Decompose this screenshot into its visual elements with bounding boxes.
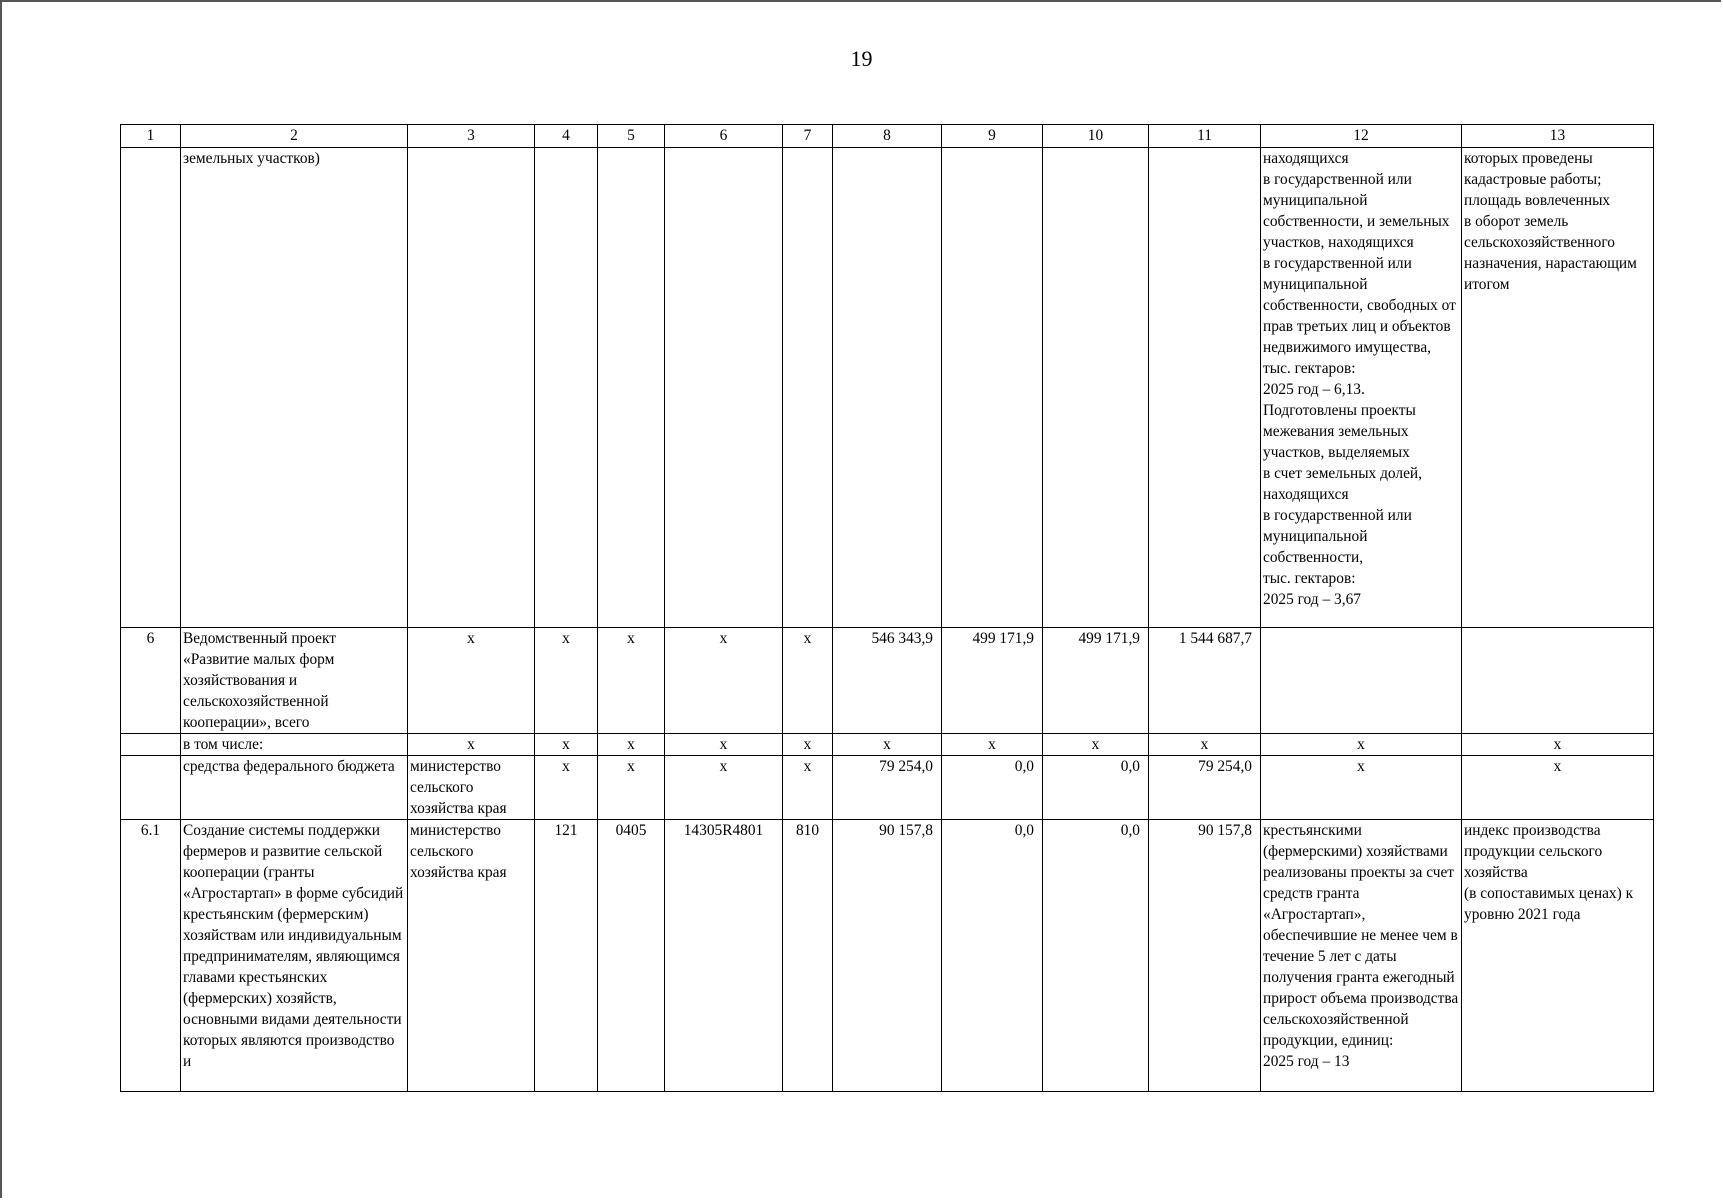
- amount-cell: 0,0: [1043, 820, 1149, 1092]
- cell: х: [408, 734, 535, 756]
- cell: х: [408, 628, 535, 734]
- header-row: [121, 125, 1654, 148]
- program-table: [120, 124, 1654, 1092]
- row-number: 6.1: [121, 820, 181, 1092]
- row-number: [121, 148, 181, 628]
- responsible-executor: министерство сельского хозяйства края: [408, 756, 535, 820]
- indicator: которых проведены кадастровые работы; площадь вовлеченных в оборот земель сельскохозяйственного назначения, нарастающим итогом: [1462, 148, 1654, 628]
- col-header: 3: [408, 125, 535, 148]
- col-header: 11: [1149, 125, 1261, 148]
- event-name: средства федерального бюджета: [181, 756, 408, 820]
- amount-cell: 0,0: [1043, 756, 1149, 820]
- cell: х: [783, 628, 833, 734]
- cell: х: [1149, 734, 1261, 756]
- amount-cell: 79 254,0: [1149, 756, 1261, 820]
- table-row: [121, 756, 1654, 820]
- amount-cell: 1 544 687,7: [1149, 628, 1261, 734]
- cell: 14305R4801: [665, 820, 783, 1092]
- cell: х: [598, 734, 665, 756]
- indicator: индекс производства продукции сельского хозяйства (в сопоставимых ценах) к уровню 2021 года: [1462, 820, 1654, 1092]
- cell: х: [1043, 734, 1149, 756]
- cell: х: [665, 628, 783, 734]
- page-number: 19: [850, 46, 873, 71]
- cell: х: [665, 734, 783, 756]
- expected-result: крестьянскими (фермерскими) хозяйствами реализованы проекты за счет средств гранта «Агростартап», обеспечившие не менее чем в течение 5 лет с даты получения гранта ежегодный прирост объема производства сельскохозяйственной продукции, единиц: 2025 год – 13: [1261, 820, 1462, 1092]
- amount-cell: 0,0: [942, 756, 1043, 820]
- cell: х: [598, 756, 665, 820]
- cell: х: [535, 734, 598, 756]
- cell: х: [1261, 734, 1462, 756]
- col-header: 8: [833, 125, 942, 148]
- event-name: Создание системы поддержки фермеров и развитие сельской кооперации (гранты «Агростартап» в форме субсидий крестьянским (фермерским) хозяйствам или индивидуальным предпринимателям, являющимся главами крестьянских (фермерских) хозяйств, основными видами деятельности которых являются производство и: [181, 820, 408, 1092]
- amount-cell: 0,0: [942, 820, 1043, 1092]
- expected-result: находящихся в государственной или муниципальной собственности, и земельных участков, находящихся в государственной или муниципальной собственности, свободных от прав третьих лиц и объектов недвижимого имущества, тыс. гектаров: 2025 год – 6,13. Подготовлены проекты межевания земельных участков, выделяемых в счет земельных долей, находящихся в государственной или муниципальной собственности, тыс. гектаров: 2025 год – 3,67: [1261, 148, 1462, 628]
- col-header: 5: [598, 125, 665, 148]
- event-name: Ведомственный проект «Развитие малых форм хозяйствования и сельскохозяйственной кооперации», всего: [181, 628, 408, 734]
- table-row: [121, 820, 1654, 1092]
- table-row: [121, 734, 1654, 756]
- responsible-executor: министерство сельского хозяйства края: [408, 820, 535, 1092]
- row-number: 6: [121, 628, 181, 734]
- cell: х: [1462, 756, 1654, 820]
- cell: х: [598, 628, 665, 734]
- cell: х: [535, 756, 598, 820]
- cell: 810: [783, 820, 833, 1092]
- cell: х: [783, 734, 833, 756]
- cell: х: [833, 734, 942, 756]
- cell: 0405: [598, 820, 665, 1092]
- cell: х: [1261, 756, 1462, 820]
- col-header: 9: [942, 125, 1043, 148]
- amount-cell: 90 157,8: [1149, 820, 1261, 1092]
- amount-cell: 90 157,8: [833, 820, 942, 1092]
- cell: 121: [535, 820, 598, 1092]
- cell: х: [535, 628, 598, 734]
- cell: х: [665, 756, 783, 820]
- amount-cell: 546 343,9: [833, 628, 942, 734]
- col-header: 12: [1261, 125, 1462, 148]
- amount-cell: 499 171,9: [942, 628, 1043, 734]
- cell: х: [942, 734, 1043, 756]
- amount-cell: 499 171,9: [1043, 628, 1149, 734]
- table-row: [121, 148, 1654, 628]
- col-header: 13: [1462, 125, 1654, 148]
- event-name: в том числе:: [181, 734, 408, 756]
- event-name: земельных участков): [181, 148, 408, 628]
- col-header: 2: [181, 125, 408, 148]
- table-row: [121, 628, 1654, 734]
- col-header: 4: [535, 125, 598, 148]
- cell: х: [783, 756, 833, 820]
- amount-cell: 79 254,0: [833, 756, 942, 820]
- col-header: 7: [783, 125, 833, 148]
- col-header: 10: [1043, 125, 1149, 148]
- col-header: 6: [665, 125, 783, 148]
- col-header: 1: [121, 125, 181, 148]
- cell: х: [1462, 734, 1654, 756]
